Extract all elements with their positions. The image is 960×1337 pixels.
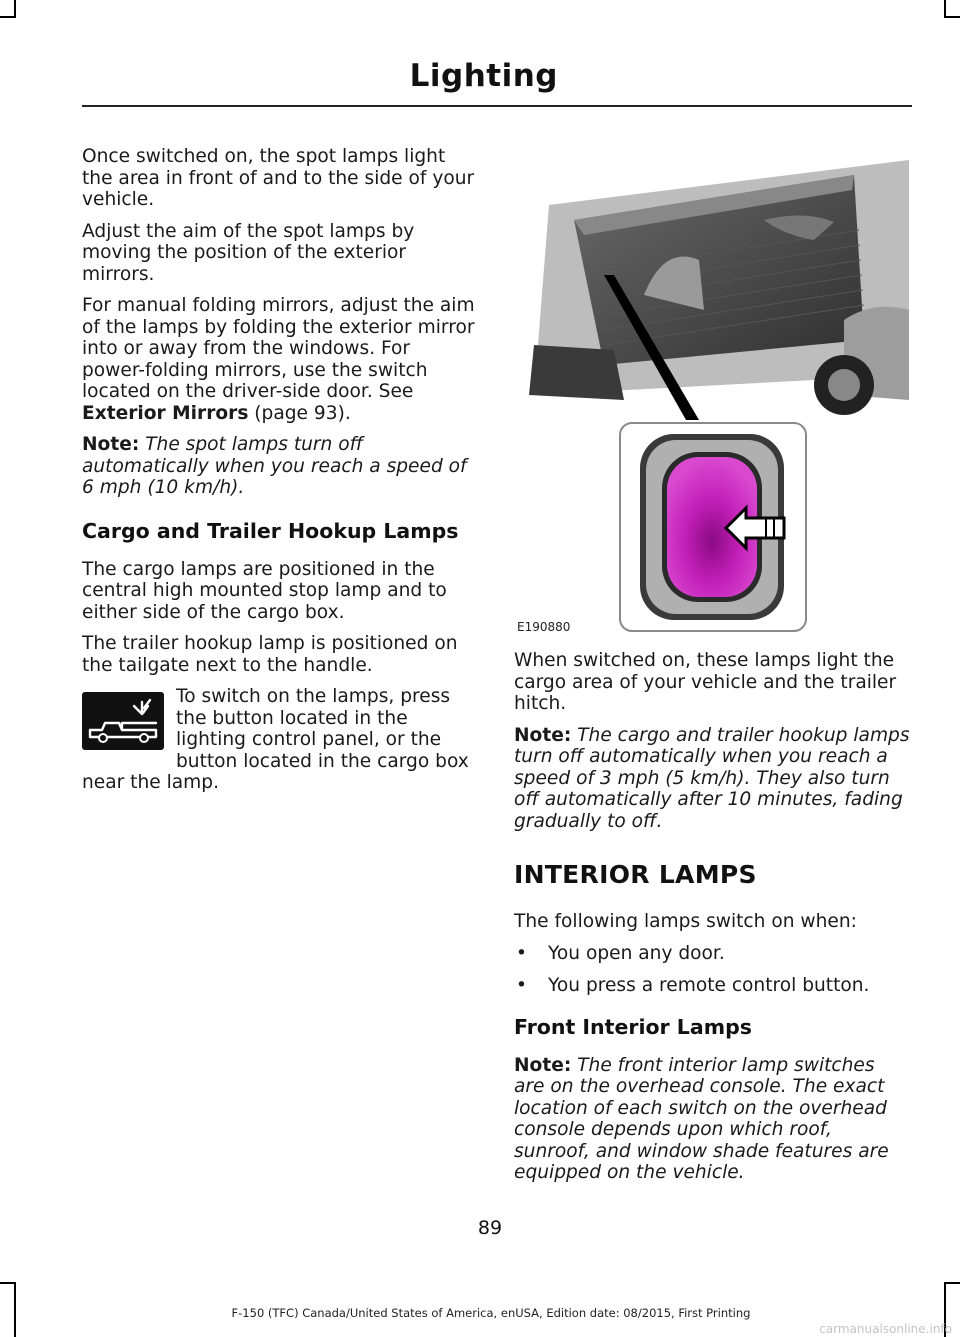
crop-mark bbox=[944, 1282, 960, 1284]
crop-mark bbox=[0, 16, 16, 18]
page-reference: (page 93). bbox=[248, 402, 351, 424]
paragraph-text: For manual folding mirrors, adjust the aim of the lamps by folding the exterior mirror into or away from the windows. For power-folding mirrors, use the switch located on the driver-side door. See bbox=[82, 295, 475, 402]
section-heading: Front Interior Lamps bbox=[514, 1014, 752, 1039]
note bbox=[82, 434, 477, 499]
paragraph: Adjust the aim of the spot lamps by moving the position of the exterior mirrors. bbox=[82, 220, 415, 285]
list-item: • You open any door. bbox=[514, 943, 910, 965]
note-label: Note: bbox=[82, 434, 140, 455]
paragraph: Once switched on, the spot lamps light the area in front of and to the side of your vehicle. bbox=[82, 146, 475, 210]
note bbox=[514, 725, 910, 833]
note-label: Note: bbox=[514, 1054, 572, 1076]
watermark: carmanualsonline.info bbox=[819, 1322, 952, 1336]
section-heading: Cargo and Trailer Hookup Lamps bbox=[82, 518, 459, 543]
note-text: The cargo and trailer hookup lamps turn off automatically when you reach a speed of 3 mph (5 km/h). They also turn off automatically after 10 minutes, fading gradually to off. bbox=[514, 724, 910, 832]
cargo-box-figure bbox=[514, 150, 910, 640]
paragraph: To switch on the lamps, press the button located in the lighting control panel, or the button located in the cargo box near the lamp. bbox=[82, 686, 469, 793]
crop-mark bbox=[944, 16, 960, 18]
header-rule bbox=[82, 105, 912, 107]
cargo-lamp-icon bbox=[82, 692, 164, 750]
paragraph bbox=[82, 295, 477, 424]
edition-footer: F-150 (TFC) Canada/United States of America, enUSA, Edition date: 08/2015, First Printing bbox=[231, 1306, 751, 1320]
icon-paragraph bbox=[82, 686, 477, 794]
figure-id: E190880 bbox=[517, 620, 571, 634]
paragraph: When switched on, these lamps light the cargo area of your vehicle and the trailer hitch. bbox=[514, 650, 897, 714]
paragraph: The following lamps switch on when: bbox=[514, 911, 857, 932]
list-item: • You press a remote control button. bbox=[514, 975, 910, 997]
crop-mark bbox=[0, 1282, 16, 1284]
page-title: Lighting bbox=[409, 58, 558, 94]
note bbox=[514, 1055, 910, 1184]
note-text: The front interior lamp switches are on the overhead console. The exact location of each switch on the overhead console depends upon which roof, sunroof, and window shade features are equipped on the vehicle. bbox=[514, 1054, 889, 1183]
section-heading: INTERIOR LAMPS bbox=[514, 860, 757, 889]
note-text: The spot lamps turn off automatically when you reach a speed of 6 mph (10 km/h). bbox=[82, 434, 467, 498]
bullet-list bbox=[514, 943, 910, 997]
left-column bbox=[82, 146, 477, 804]
cross-reference-link[interactable]: Exterior Mirrors bbox=[82, 402, 249, 424]
page-number: 89 bbox=[477, 1217, 503, 1239]
right-column bbox=[514, 650, 910, 1194]
note-label: Note: bbox=[514, 724, 572, 746]
paragraph: The trailer hookup lamp is positioned on the tailgate next to the handle. bbox=[82, 633, 458, 676]
paragraph: The cargo lamps are positioned in the central high mounted stop lamp and to either side of the cargo box. bbox=[82, 558, 447, 623]
